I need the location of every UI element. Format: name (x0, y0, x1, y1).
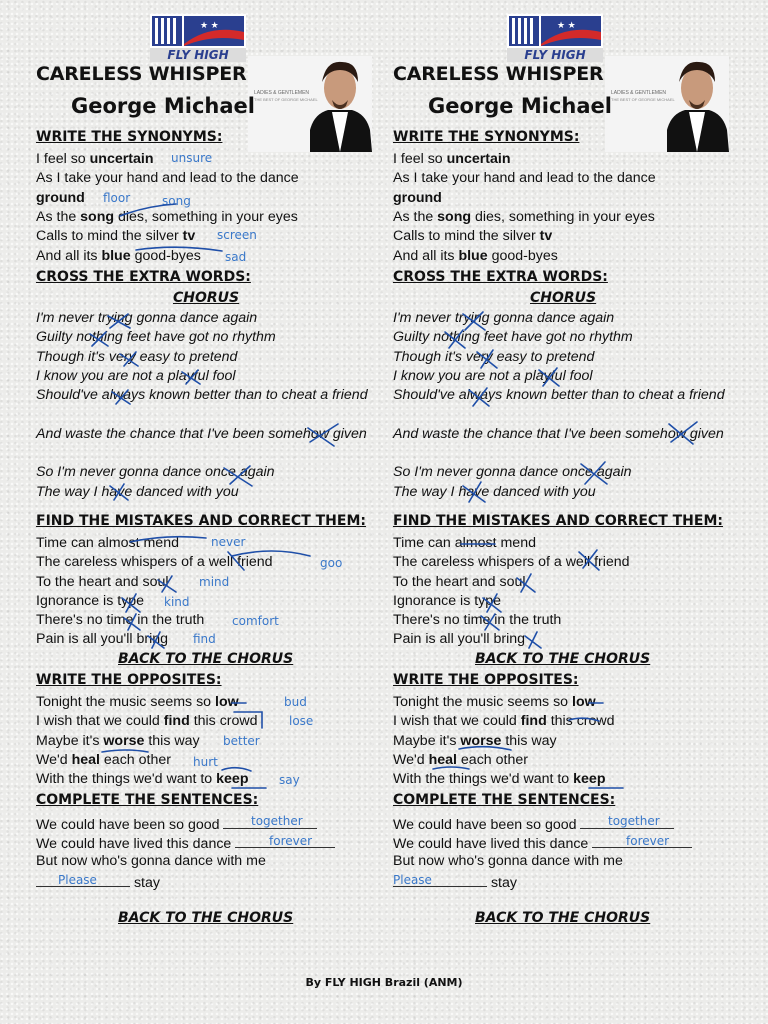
chorus-line: I know you are not a playful fool (393, 368, 593, 384)
complete-line: We could have been so good (36, 814, 317, 834)
handwritten-answer: forever (626, 834, 670, 848)
handwritten-answer: mind (199, 575, 230, 589)
chorus-line: Guilty nothing feet have got no rhythm (36, 329, 276, 345)
chorus-line: So I'm never gonna dance once again (393, 464, 632, 480)
chorus-line: Should've always known better than to cheat a friend (36, 387, 368, 403)
back-to-chorus: BACK TO THE CHORUS (475, 651, 651, 667)
handwritten-answer: together (608, 814, 660, 828)
handwritten-answer: Please (58, 873, 97, 887)
mistake-line: Time can almost mend (393, 535, 536, 551)
mistake-line: Pain is all you'll bring (393, 631, 526, 647)
chorus-line: Should've always known better than to cheat a friend (393, 387, 725, 403)
opposite-line: With the things we'd want to keep (36, 771, 249, 787)
chorus-line: I'm never trying gonna dance again (393, 310, 615, 326)
mistake-line: The careless whispers of a well friend (36, 554, 273, 570)
handwritten-answer: never (211, 535, 246, 549)
worksheet-left (36, 0, 381, 1000)
synonym-line: I feel so uncertain (36, 151, 154, 167)
handwritten-answer: goo (320, 556, 343, 570)
svg-text:LADIES & GENTLEMEN: LADIES & GENTLEMEN (254, 90, 310, 96)
svg-text:FLY HIGH: FLY HIGH (167, 48, 229, 62)
synonyms-header: WRITE THE SYNONYMS: (36, 129, 223, 145)
handwritten-answer: together (251, 814, 303, 828)
handwritten-answer: say (279, 773, 300, 787)
song-title: CARELESS WHISPER (393, 63, 604, 85)
handwritten-answer: unsure (171, 151, 213, 165)
album-photo (605, 56, 729, 152)
synonym-line: And all its blue good-byes (393, 248, 558, 264)
complete-line: We could have been so good (393, 814, 674, 834)
synonym-line: And all its blue good-byes (36, 248, 201, 264)
synonym-line: Calls to mind the silver tv (36, 228, 196, 244)
chorus-line: Though it's very easy to pretend (36, 349, 238, 365)
handwritten-answer: better (223, 734, 260, 748)
opposite-line: We'd heal each other (36, 752, 171, 768)
mistake-line: Pain is all you'll bring (36, 631, 169, 647)
opposite-line: We'd heal each other (393, 752, 528, 768)
chorus-header: CHORUS (173, 290, 240, 306)
handwritten-answer: song (162, 194, 191, 208)
handwritten-answer: floor (103, 191, 131, 205)
complete-line: stay (36, 872, 160, 892)
chorus-line: The way I have danced with you (36, 484, 239, 500)
song-title: CARELESS WHISPER (36, 63, 247, 85)
mistake-line: Ignorance is type (393, 593, 502, 609)
mistake-line: Ignorance is type (36, 593, 145, 609)
synonym-line: ground (36, 190, 85, 206)
opposites-header: WRITE THE OPPOSITES: (393, 672, 579, 688)
svg-text:THE BEST OF GEORGE MICHAEL: THE BEST OF GEORGE MICHAEL (611, 97, 675, 102)
chorus-line: And waste the chance that I've been somehow given (393, 426, 724, 442)
footer-credit: By FLY HIGH Brazil (ANM) (305, 976, 463, 989)
opposite-line: Maybe it's worse this way (36, 733, 200, 749)
cross-header: CROSS THE EXTRA WORDS: (36, 269, 251, 285)
handwritten-answer: lose (289, 714, 314, 728)
synonym-line: As I take your hand and lead to the dance (36, 170, 299, 186)
chorus-header: CHORUS (530, 290, 597, 306)
album-photo (248, 56, 372, 152)
mistakes-header: FIND THE MISTAKES AND CORRECT THEM: (36, 513, 366, 529)
handwritten-answer: bud (284, 695, 307, 709)
opposite-line: With the things we'd want to keep (393, 771, 606, 787)
svg-text:FLY HIGH: FLY HIGH (524, 48, 586, 62)
opposite-line: Maybe it's worse this way (393, 733, 557, 749)
handwritten-answer: sad (225, 250, 247, 264)
chorus-line: I know you are not a playful fool (36, 368, 236, 384)
handwritten-answer: hurt (193, 755, 218, 769)
complete-line: But now who's gonna dance with me (393, 853, 623, 869)
chorus-line: Though it's very easy to pretend (393, 349, 595, 365)
opposite-line: Tonight the music seems so low (393, 694, 596, 710)
back-to-chorus: BACK TO THE CHORUS (118, 910, 294, 926)
back-to-chorus: BACK TO THE CHORUS (475, 910, 651, 926)
chorus-line: I'm never trying gonna dance again (36, 310, 258, 326)
chorus-line: The way I have danced with you (393, 484, 596, 500)
mistake-line: To the heart and soul (36, 574, 169, 590)
complete-line: stay (393, 872, 517, 892)
complete-header: COMPLETE THE SENTENCES: (393, 792, 616, 808)
handwritten-answer: find (193, 632, 216, 646)
synonym-line: I feel so uncertain (393, 151, 511, 167)
mistake-line: There's no time in the truth (36, 612, 205, 628)
svg-text:LADIES & GENTLEMEN: LADIES & GENTLEMEN (611, 90, 667, 96)
mistake-line: To the heart and soul (393, 574, 526, 590)
synonyms-header: WRITE THE SYNONYMS: (393, 129, 580, 145)
complete-header: COMPLETE THE SENTENCES: (36, 792, 259, 808)
opposite-line: I wish that we could find this crowd (36, 713, 258, 729)
synonym-line: As the song dies, something in your eyes (393, 209, 655, 225)
fly-high-logo (150, 14, 246, 62)
svg-text:THE BEST OF GEORGE MICHAEL: THE BEST OF GEORGE MICHAEL (254, 97, 318, 102)
svg-text:★ ★: ★ ★ (200, 20, 219, 30)
opposites-header: WRITE THE OPPOSITES: (36, 672, 222, 688)
worksheet-right (393, 0, 738, 1000)
opposite-line: Tonight the music seems so low (36, 694, 239, 710)
mistake-line: The careless whispers of a well friend (393, 554, 630, 570)
handwritten-answer: forever (269, 834, 313, 848)
mistakes-header: FIND THE MISTAKES AND CORRECT THEM: (393, 513, 723, 529)
complete-line: But now who's gonna dance with me (36, 853, 266, 869)
back-to-chorus: BACK TO THE CHORUS (118, 651, 294, 667)
chorus-line: Guilty nothing feet have got no rhythm (393, 329, 633, 345)
svg-text:★ ★: ★ ★ (557, 20, 576, 30)
artist-name: George Michael (428, 94, 612, 118)
cross-header: CROSS THE EXTRA WORDS: (393, 269, 608, 285)
mistake-line: Time can almost mend (36, 535, 179, 551)
chorus-line: And waste the chance that I've been somehow given (36, 426, 367, 442)
complete-line: We could have lived this dance (36, 833, 335, 853)
synonym-line: ground (393, 190, 442, 206)
synonym-line: Calls to mind the silver tv (393, 228, 553, 244)
chorus-line: So I'm never gonna dance once again (36, 464, 275, 480)
opposite-line: I wish that we could find this crowd (393, 713, 615, 729)
handwritten-answer: comfort (232, 614, 279, 628)
synonym-line: As the song dies, something in your eyes (36, 209, 298, 225)
artist-name: George Michael (71, 94, 255, 118)
complete-line: We could have lived this dance (393, 833, 692, 853)
handwritten-answer: Please (393, 873, 432, 887)
handwritten-answer: screen (217, 228, 257, 242)
synonym-line: As I take your hand and lead to the dance (393, 170, 656, 186)
mistake-line: There's no time in the truth (393, 612, 562, 628)
handwritten-answer: kind (164, 595, 190, 609)
fly-high-logo (507, 14, 603, 62)
